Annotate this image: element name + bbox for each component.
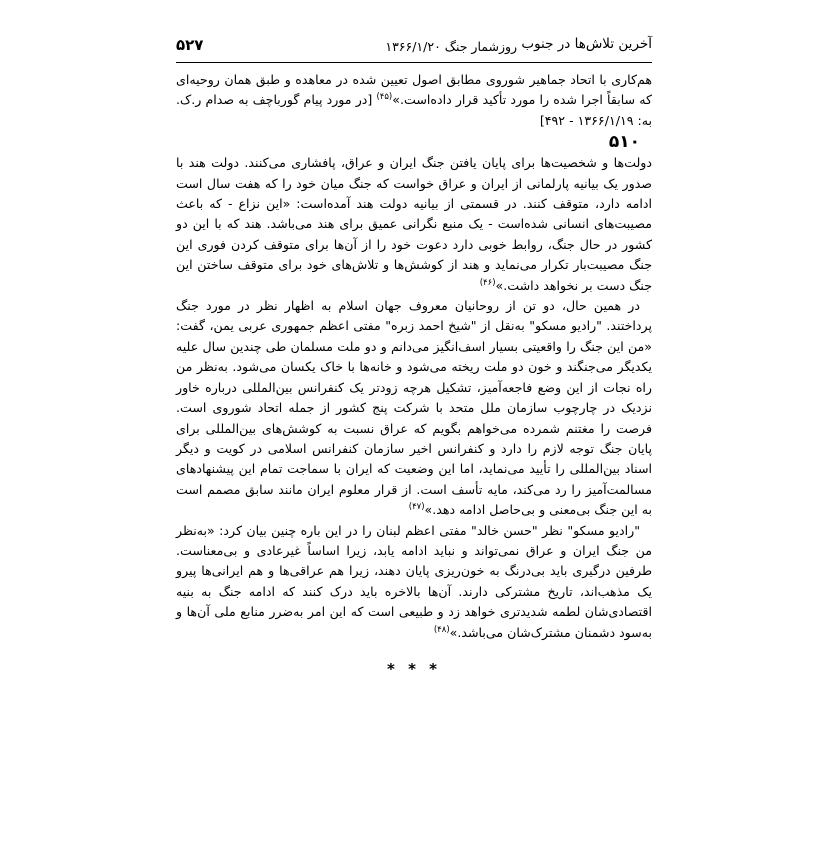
footnote-ref: (۴۵) [376,92,393,103]
book-title: آخرین تلاش‌ها در جنوب [521,36,652,52]
body-paragraph [176,153,652,296]
paragraph-text: دولت‌ها و شخصیت‌ها برای پایان یافتن جنگ ایران و عراق، پافشاری می‌کنند. دولت هند با صدور یک بیانیه پارلمانی از ایران و عراق خواست که جنگ میان خود را که هفت سال است ادامه دارد، متوقف کنند. در قسمتی از بیانیه دولت هند آمده‌است: «این نزاع - که باعث مصیبت‌های انسانی شده‌است - یک منبع نگرانی عمیق برای هند می‌باشد. هند که با این دو کشور در حال جنگ، روابط خوبی دارد دعوت خود را از آن‌ها برای متوقف کردن فوری این جنگ مصیبت‌بار تکرار می‌نماید و هند از کوشش‌ها و تلاش‌های خود برای متوقف ساختن این جنگ دست بر نخواهد داشت.» [176,155,652,293]
page-body [176,70,652,679]
body-paragraph [176,521,652,643]
cross-reference: [در مورد پیام گورباچف به صدام ر.ک. به: ۱۳۶۶/۱/۱۹ - ۴۹۲] [176,92,652,128]
continued-paragraph [176,70,652,131]
paragraph-text: هم‌کاری با اتحاد جماهیر شوروی مطابق اصول تعیین شده در معاهده و طبق همان روحیه‌ای که سابقاً اجرا شده را مورد تأکید قرار داده‌است.» [176,72,652,108]
page-number: ۵۲۷ [176,36,204,54]
footnote-ref: (۴۶) [479,277,496,288]
section-separator: * * * [387,659,441,678]
paragraph-text: "رادیو مسکو" نظر "حسن خالد" مفتی اعظم لبنان را در این باره چنین بیان کرد: «به‌نظر من جنگ ایران و عراق نمی‌تواند و نباید ادامه یابد، زیرا اساساً غیرعادی و بی‌معناست. طرفین درگیری باید بی‌درنگ به خون‌ریزی پایان دهند، زیرا هم عراقی‌ها و هم ایرانی‌ها پیرو یک مذهب‌اند، تاریخ مشترکی دارند. آن‌ها بالاخره باید درک کنند که ادامه جنگ به بنیه اقتصادی‌شان لطمه شدیدتری خواهد زد و طبیعی است که این امر به‌ضرر منابع ملی آن‌ها و به‌سود دشمنان مشترک‌شان می‌باشد.» [176,522,652,640]
running-title [385,36,652,52]
paragraph-text: در همین حال، دو تن از روحانیان معروف جهان اسلام به اظهار نظر در مورد جنگ پرداختند. "رادیو مسکو" به‌نقل از "شیخ احمد زبره" مفتی اعظم جمهوری عربی یمن، گفت: «من این جنگ را واقعیتی بسیار اسف‌انگیز می‌دانم و دو ملت مسلمان طی چندین سال علیه یکدیگر می‌جنگند و خون دو ملت ریخته می‌شود و خانه‌ها با خاک یکسان می‌شود. به‌نظر من راه نجات از این وضع فاجعه‌آمیز، تشکیل هرچه زودتر یک کنفرانس بین‌المللی درباره خاور نزدیک در چارچوب سازمان ملل متحد با شرکت پنج کشور از جمله اتحاد شوروی است. فرصت را مغتنم شمرده می‌خواهم بگویم که عراق نسبت به کوشش‌های بین‌المللی برای پایان جنگ توجه لازم را دارد و کنفرانس اخیر سازمان کنفرانس اسلامی در کویت و دیگر اسناد بین‌المللی را تأیید می‌نماید، اما این وضعیت که ایران با سماجت تمام این پیشنهادهای مسالمت‌آمیز را رد می‌کند، مایه تأسف است. از قرار معلوم ایران مانند سابق مصمم است به این جنگ بی‌معنی و بی‌حاصل ادامه دهد.» [176,298,652,518]
item-number: ۵۱۰ [608,132,640,153]
footnote-ref: (۴۷) [408,501,425,512]
running-header [176,32,652,63]
footnote-ref: (۴۸) [433,624,450,635]
body-paragraph [176,296,652,520]
chronicle-subtitle: روزشمار جنگ ۱۳۶۶/۱/۲۰ [385,39,518,54]
